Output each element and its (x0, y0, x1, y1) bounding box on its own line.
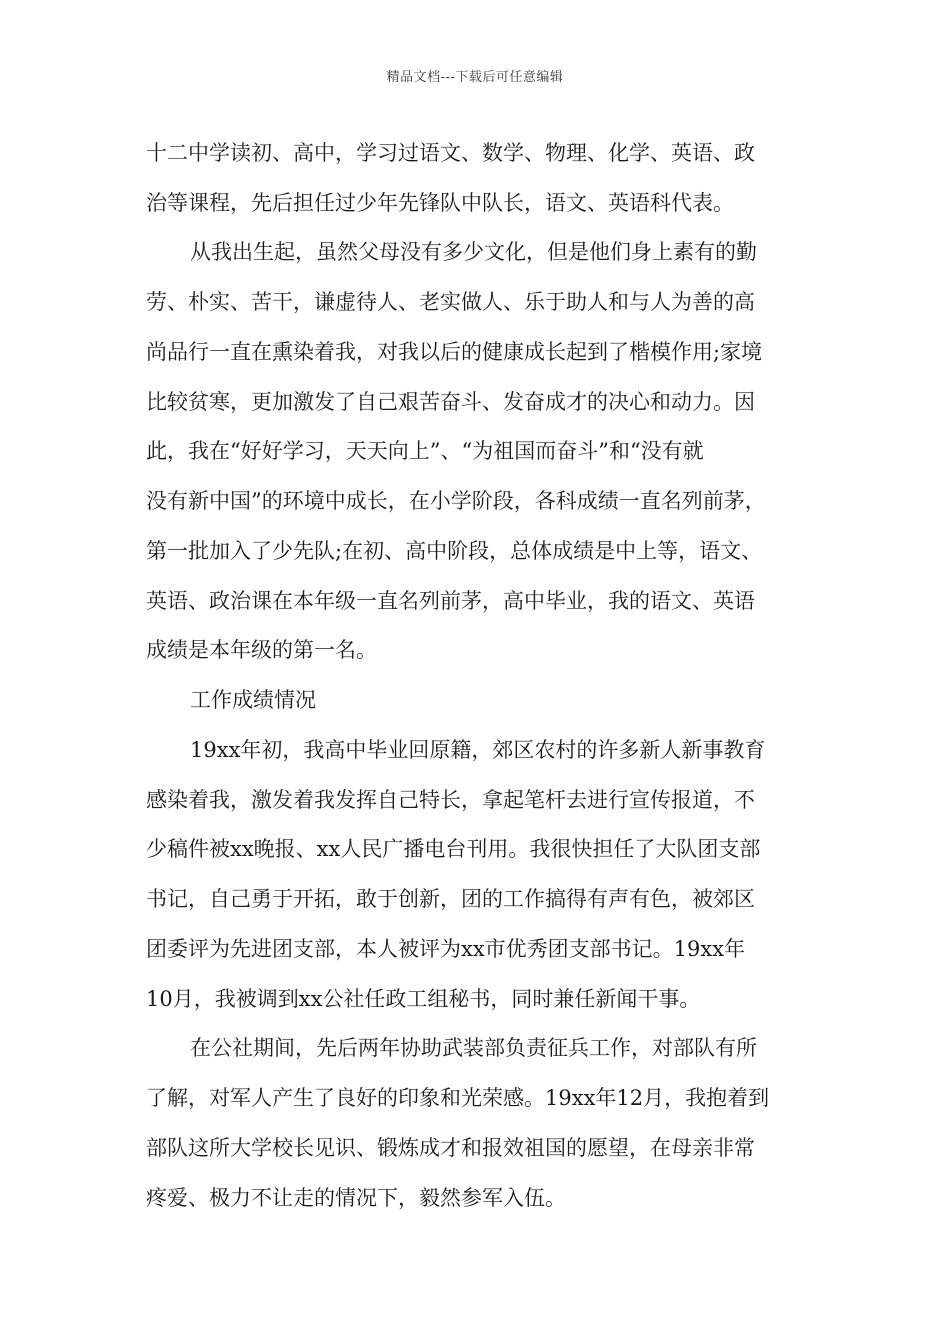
text-line: 从我出生起，虽然父母没有多少文化，但是他们身上素有的勤 (190, 240, 757, 264)
text-line: 劳、朴实、苦干，谦虚待人、老实做人、乐于助人和与人为善的高 (146, 290, 755, 314)
section-heading: 工作成绩情况 (190, 688, 316, 712)
text-line: 成绩是本年级的第一名。 (146, 638, 377, 662)
text-line: 治等课程，先后担任过少年先锋队中队长，语文、英语科代表。 (146, 191, 734, 215)
text-line: 疼爱、极力不让走的情况下，毅然参军入伍。 (146, 1186, 566, 1210)
text-line: 此，我在“好好学习，天天向上”、“为祖国而奋斗”和“没有就 (146, 439, 704, 463)
text-line: 感染着我，激发着我发挥自己特长，拿起笔杆去进行宣传报道，不 (146, 788, 755, 812)
text-line: 少稿件被xx晚报、xx人民广播电台刊用。我很快担任了大队团支部 (146, 837, 761, 861)
text-line: 了解，对军人产生了良好的印象和光荣感。19xx年12月，我抱着到 (146, 1086, 770, 1110)
text-line: 10月，我被调到xx公社任政工组秘书，同时兼任新闻干事。 (146, 987, 701, 1011)
text-line: 团委评为先进团支部，本人被评为xx市优秀团支部书记。19xx年 (146, 937, 746, 961)
text-line: 书记，自己勇于开拓，敢于创新，团的工作搞得有声有色，被郊区 (146, 887, 755, 911)
text-line: 十二中学读初、高中，学习过语文、数学、物理、化学、英语、政 (146, 141, 755, 165)
text-line: 英语、政治课在本年级一直名列前茅，高中毕业，我的语文、英语 (146, 589, 755, 613)
text-line: 第一批加入了少先队;在初、高中阶段，总体成绩是中上等，语文、 (146, 539, 763, 563)
text-line: 19xx年初，我高中毕业回原籍，郊区农村的许多新人新事教育 (190, 738, 766, 762)
text-line: 部队这所大学校长见识、锻炼成才和报效祖国的愿望，在母亲非常 (146, 1136, 755, 1160)
page-header: 精品文档---下载后可任意编辑 (386, 70, 564, 85)
text-line: 没有新中国”的环境中成长，在小学阶段，各科成绩一直名列前茅， (146, 489, 766, 513)
text-line: 比较贫寒，更加激发了自己艰苦奋斗、发奋成才的决心和动力。因 (146, 390, 755, 414)
text-line: 在公社期间，先后两年协助武装部负责征兵工作，对部队有所 (190, 1036, 757, 1060)
text-line: 尚品行一直在熏染着我，对我以后的健康成长起到了楷模作用;家境 (146, 340, 763, 364)
